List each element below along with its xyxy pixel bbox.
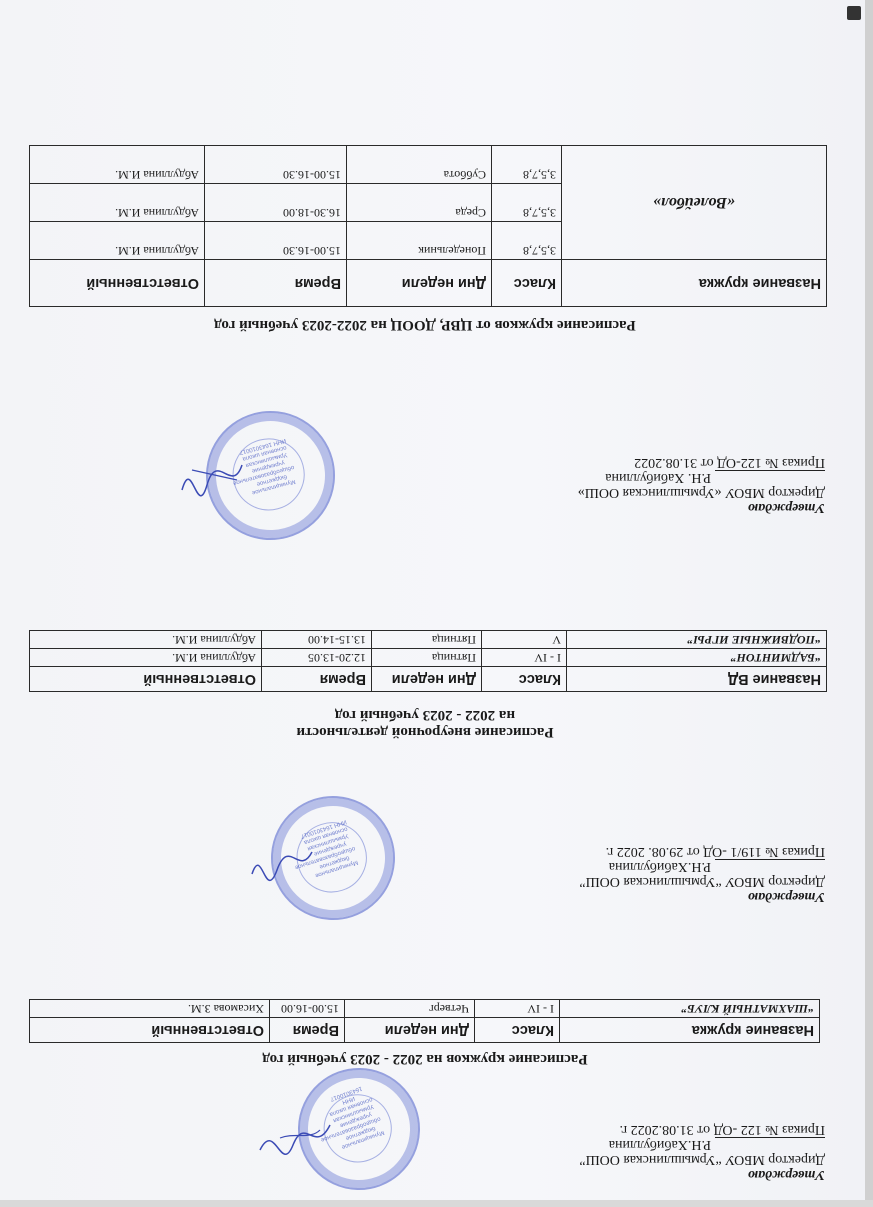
table-header-row [30,260,827,307]
cell-club: «Волейбол» [562,146,827,260]
schedule3-table [29,145,827,307]
cell-grade: I - IV [482,649,567,667]
header-day: Дни недели [345,1018,475,1043]
header-grade: Класс [475,1018,560,1043]
header-club: Название кружка [560,1018,820,1043]
header-day: Дни недели [347,260,492,307]
table-header-row [30,667,827,692]
cell-day: Понедельник [347,222,492,260]
header-person: Ответственный [30,260,205,307]
signature-underline [715,859,825,860]
header-person: Ответственный [30,1018,270,1043]
approval-order: Приказ № 122-ОД от 31.08.2022 [634,455,825,470]
cell-person: Абдуллина И.М. [30,631,262,649]
approval-director: Директор МБОУ “Урмышлинская ООШ” [579,1152,825,1167]
approval-block-2 [405,844,825,904]
cell-person: Хисамова З.М. [30,1000,270,1018]
stamp-text: Муниципальное бюджетное общеобразовательное учреждение Урмышлинская основная школа ИНН 1643010017 [232,437,296,496]
schedule2-title [25,706,825,740]
cell-time: 16.30-18.00 [205,184,347,222]
schedule1-title: Расписание кружков на 2022 - 2023 учебный год [262,1051,588,1067]
signature-underline [715,470,825,471]
cell-time: 15.00-16.30 [205,222,347,260]
cell-grade: V [482,631,567,649]
table-row [30,222,827,260]
schedule2-title-line2: на 2022 - 2023 учебный год [334,707,516,723]
cell-club: “ПОДВИЖНЫЕ ИГРЫ” [567,631,827,649]
schedule3-title: Расписание кружков от ЦВР, ДООЦ на 2022-2023 учебный год [214,317,636,333]
cell-club: “БАДМИНТОН” [567,649,827,667]
cell-person: Абдуллина И.М. [30,222,205,260]
cell-club: “ШАХМАТНЫЙ КЛУБ” [560,1000,820,1018]
approval-signature-line [405,470,825,485]
cell-person: Абдуллина И.М. [30,184,205,222]
schedule2-table [29,630,827,692]
cell-time: 15.00-16.30 [205,146,347,184]
cell-day: Среда [347,184,492,222]
header-time: Время [205,260,347,307]
approval-order: Приказ № 119/1 -ОД от 29.08. 2022 г. [605,844,825,859]
cell-time: 15.00-16.00 [270,1000,345,1018]
header-time: Время [262,667,372,692]
stamp-text: Муниципальное бюджетное общеобразовательное учреждение Урмышлинская основная школа ИНН 1643010017 [294,818,359,879]
cell-day: Пятница [372,649,482,667]
schedule1-table [29,999,820,1043]
header-club: Название ВД [567,667,827,692]
cell-day: Пятница [372,631,482,649]
schedule2-title-line1: Расписание внеурочной деятельности [296,724,554,740]
header-grade: Класс [492,260,562,307]
approval-director-name: Р.Н. Хабибуллина [605,470,711,485]
header-club: Название кружка [562,260,827,307]
approval-block-1 [405,1122,825,1182]
approval-director-name: Р.Н.Хабибуллина [608,859,711,874]
cell-day: Суббота [347,146,492,184]
signature-scribble-3 [177,445,247,500]
cell-grade: 3,5,7,8 [492,184,562,222]
header-person: Ответственный [30,667,262,692]
cell-day: Четверг [345,1000,475,1018]
approval-director: Директор МБОУ “Урмышлинская ООШ” [579,874,825,889]
table-row [30,649,827,667]
cell-time: 13.15-14.00 [262,631,372,649]
approval-director: Директор МБОУ «Урмышлинская ООШ» [577,485,825,500]
approval-signature-line [405,1137,825,1152]
header-time: Время [270,1018,345,1043]
page-corner-mark [847,6,861,20]
approval-title: Утверждаю [747,1167,825,1182]
stamp-text: Муниципальное бюджетное общеобразовательное учреждение Урмышлинская основная школа ИНН 1643010017 [319,1084,385,1150]
cell-time: 12.20-13.05 [262,649,372,667]
signature-scribble-1 [255,1110,335,1160]
signature-underline [715,1137,825,1138]
approval-title: Утверждаю [747,889,825,904]
approval-director-name: Р.Н.Хабибуллина [608,1137,711,1152]
signature-scribble-2 [247,832,317,882]
header-grade: Класс [482,667,567,692]
table-row [30,1000,820,1018]
approval-order: Приказ № 122 -ОД от 31.08.2022 г. [619,1122,825,1137]
table-header-row [30,1018,820,1043]
cell-grade: I - IV [475,1000,560,1018]
cell-person: Абдуллина И.М. [30,649,262,667]
header-day: Дни недели [372,667,482,692]
approval-signature-line [405,859,825,874]
cell-grade: 3,5,7,8 [492,222,562,260]
table-row [30,631,827,649]
approval-block-3 [405,455,825,515]
cell-person: Абдуллина И.М. [30,146,205,184]
approval-title: Утверждаю [747,500,825,515]
cell-grade: 3,5,7,8 [492,146,562,184]
